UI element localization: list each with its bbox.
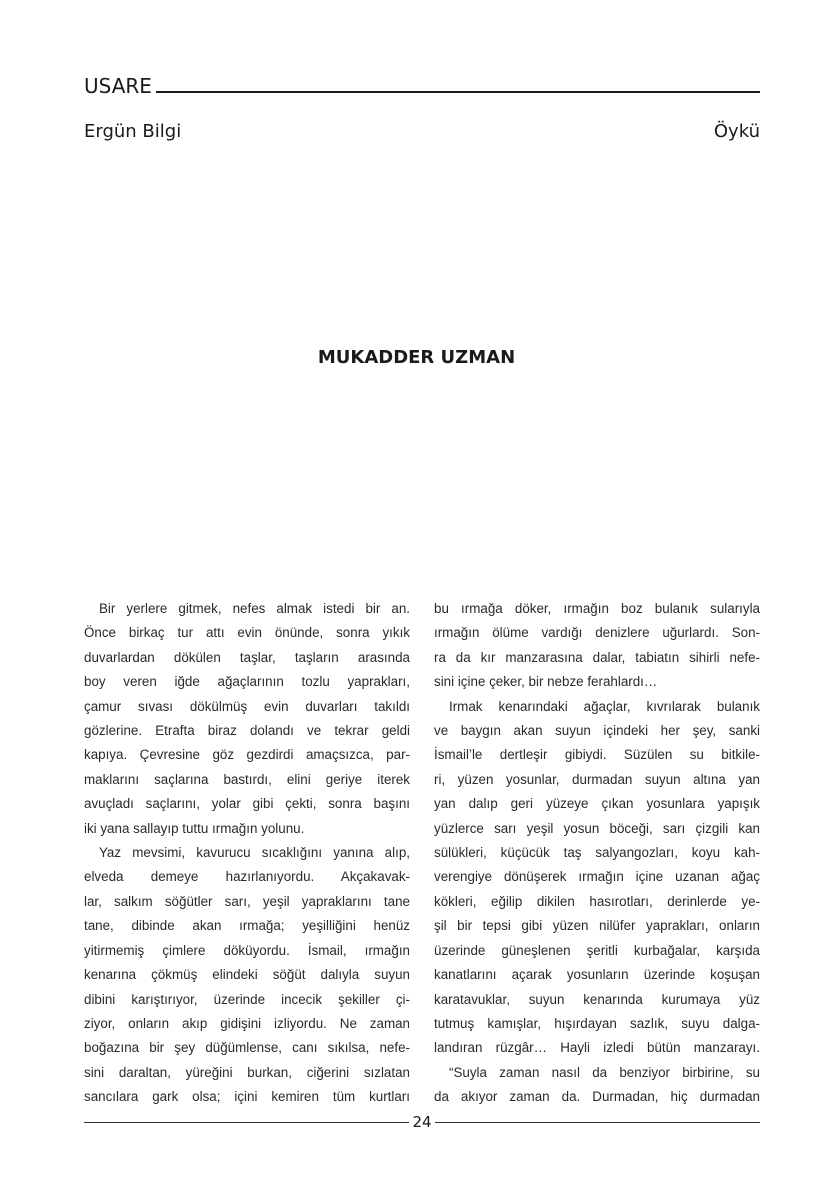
text-line: boy veren iğde ağaçlarının tozlu yaprakları, [84,674,410,690]
text-line: “Suyla zaman nasıl da benziyor birbirine, su [449,1064,760,1080]
body-text [84,597,760,1107]
text-line: Önce birkaç tur attı evin önünde, sonra yıkık [84,625,410,641]
text-line: boğazına bir şey düğümlense, canı sıkılsa, nefe- [84,1040,410,1056]
text-line: maklarını saçlarına bastırdı, elini geriye iterek [84,771,410,787]
page-footer [84,1112,760,1132]
text-line: üzerinde güneşlenen şeritli kurbağalar, karşıda [434,942,760,958]
text-line: ve baygın akan suyun içindeki her şey, sanki [434,723,760,739]
story-title: MUKADDER UZMAN [317,347,516,368]
text-line: ırmağın ölüme vardığı denizlere uğurlardı. Son- [434,625,760,641]
text-line: şil bir tepsi gibi yüzen nilüfer yaprakları, onların [434,918,760,934]
text-line: iki yana sallayıp tuttu ırmağın yolunu. [84,820,305,836]
text-line: karatavuklar, suyun kenarında kurumaya yüz [434,991,760,1007]
running-header [84,70,760,96]
text-line: duvarlardan dökülen taşlar, taşların arasında [84,649,410,665]
text-line: elveda demeye hazırlanıyordu. Akçakavak- [84,869,410,885]
right-column [434,597,760,1107]
text-line: bu ırmağa döker, ırmağın boz bulanık sularıyla [434,601,760,616]
page-number: 24 [412,1113,432,1131]
text-line: yitirmemiş çimlere döküyordu. İsmail, ırmağın [84,942,410,958]
text-line: kapıya. Çevresine göz gezdirdi amaçsızca, par- [84,747,410,763]
text-line: sini içine çeker, bir nebze ferahlardı… [434,674,658,690]
text-line: yüzlerce sarı yeşil yosun böceği, sarı çizgili kan [434,820,760,836]
text-line: ziyor, onların akıp gidişini izliyordu. Ne zaman [84,1015,410,1031]
left-column [84,597,410,1107]
text-line: sancılara gark olsa; içini kemiren tüm kurtları [84,1089,410,1105]
text-line: sini daraltan, yüreğini burkan, ciğerini sızlatan [84,1064,410,1080]
text-line: Irmak kenarındaki ağaçlar, kıvrılarak bulanık [449,698,760,714]
text-line: gözlerine. Etrafta biraz dolandı ve tekrar geldi [84,723,410,739]
text-line: Bir yerlere gitmek, nefes almak istedi bir an. [99,601,410,616]
text-line: ra da kır manzarasına dalar, tabiatın sihirli nefe- [434,649,760,665]
text-line: kenarına çökmüş elindeki söğüt dalıyla suyun [84,967,410,983]
footer-rule-right [435,1122,760,1123]
text-line: da akıyor zaman da. Durmadan, hiç durmadan [434,1089,760,1105]
genre-label: Öykü [713,121,760,142]
text-line: yan dalıp geri yüzeye çıkan yosunlara yapışık [434,796,760,812]
text-line: dibini karıştırıyor, üzerinde incecik şekiller çi- [84,991,410,1007]
text-line: çamur sıvası dökülmüş evin duvarları takıldı [84,698,410,714]
text-line: tane, dibinde akan ırmağa; yeşilliğini henüz [84,918,410,934]
text-line: kanatlarını açarak yosunların üzerinde koşuşan [434,967,760,983]
text-line: İsmail’le dertleşir gibiydi. Süzülen su bitkile- [434,747,760,763]
text-line: landıran rüzgâr… Hayli izledi bütün manzarayı. [434,1040,760,1056]
text-line: verengiye dönüşerek ırmağın içine uzanan ağaç [434,869,760,885]
text-line: avuçladı saçlarını, yolar gibi çekti, sonra başını [84,796,410,812]
footer-rule-left [84,1122,409,1123]
text-line: Yaz mevsimi, kavurucu sıcaklığını yanına alıp, [99,845,410,861]
journal-name: USARE [84,74,152,98]
text-line: ri, yüzen yosunlar, durmadan suyun altına yan [434,771,760,787]
author-name: Ergün Bilgi [84,121,182,142]
article-meta [84,121,760,142]
text-line: kökleri, eğilip dikilen hasırotları, derinlerde ye- [434,893,760,909]
text-line: tutmuş kamışlar, hışırdayan sazlık, suyu dalga- [434,1015,760,1031]
header-rule [156,91,760,93]
text-line: lar, salkım söğütler sarı, yeşil yapraklarını tane [84,893,410,909]
text-line: sülükleri, küçücük taş salyangozları, koyu kah- [434,845,760,861]
